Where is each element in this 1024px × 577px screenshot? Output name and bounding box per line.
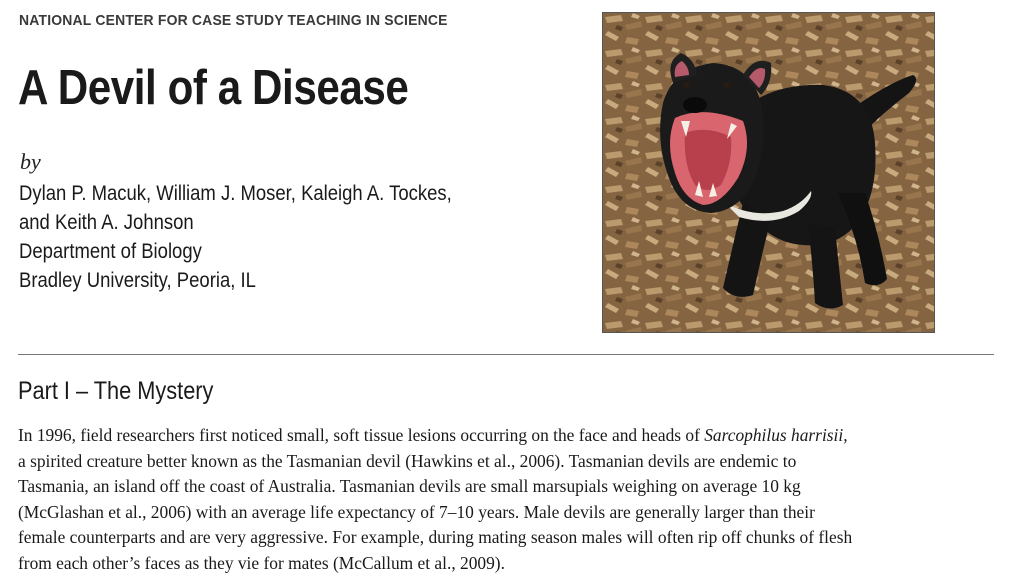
section-heading: Part I – The Mystery — [18, 377, 214, 405]
paragraph-line: female counterparts and are very aggressive. For example, during mating season males will often rip off chunks of flesh — [18, 527, 853, 548]
author-line: Dylan P. Macuk, William J. Moser, Kaleigh A. Tockes, — [19, 182, 452, 205]
case-title: A Devil of a Disease — [18, 61, 409, 115]
paragraph-line: from each other’s faces as they vie for mates (McCallum et al., 2009). — [18, 552, 505, 573]
tasmanian-devil-photo — [602, 12, 935, 333]
author-line: and Keith A. Johnson — [19, 211, 194, 234]
paragraph-text: In 1996, field researchers first noticed small, soft tissue lesions occurring on the face and heads of — [18, 425, 705, 445]
tasmanian-devil-image — [603, 13, 935, 333]
section-divider — [18, 354, 994, 355]
author-block — [19, 179, 452, 295]
affiliation-university: Bradley University, Peoria, IL — [19, 269, 256, 292]
affiliation-department: Department of Biology — [19, 240, 202, 263]
organization-header: NATIONAL CENTER FOR CASE STUDY TEACHING IN SCIENCE — [19, 12, 448, 29]
species-name: Sarcophilus harrisii, — [704, 425, 848, 445]
paragraph-line: (McGlashan et al., 2006) with an average life expectancy of 7–10 years. Male devils are generally larger than their — [18, 501, 815, 522]
by-label: by — [20, 149, 41, 174]
paragraph-line: Tasmania, an island off the coast of Australia. Tasmanian devils are small marsupials weighing on average 10 kg — [18, 476, 801, 497]
paragraph-line: a spirited creature better known as the Tasmanian devil (Hawkins et al., 2006). Tasmanian devils are endemic to — [18, 450, 797, 471]
paragraph-line — [18, 423, 1008, 449]
body-paragraph — [18, 423, 1008, 577]
